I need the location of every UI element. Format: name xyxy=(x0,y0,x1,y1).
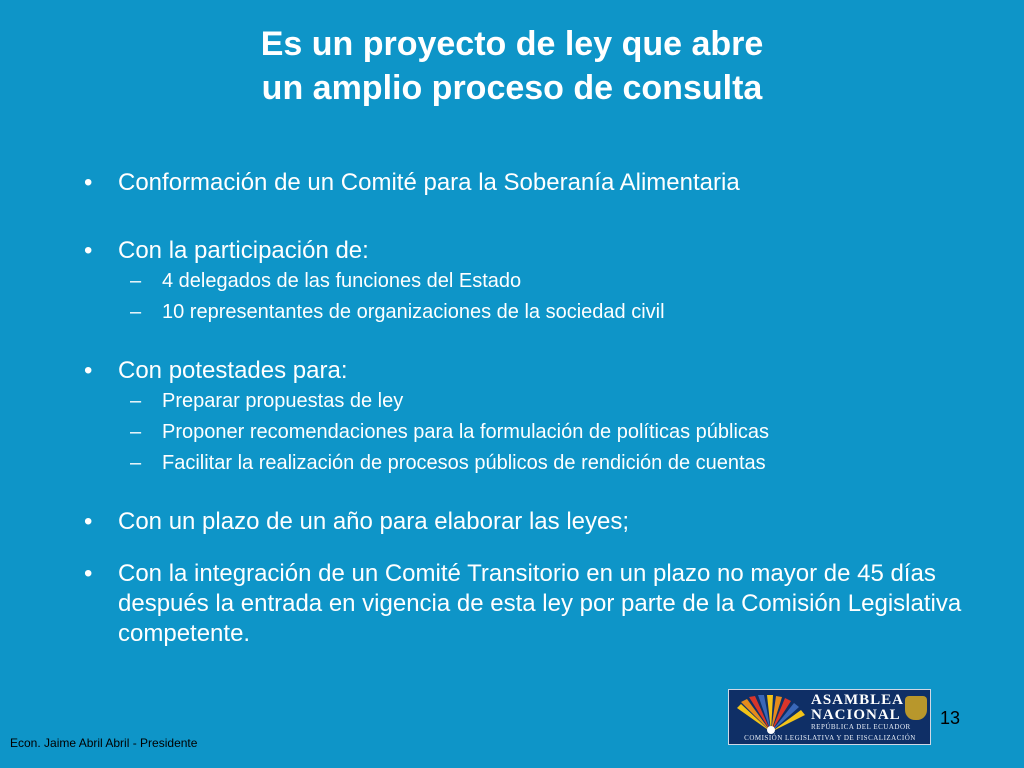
logo-name xyxy=(811,693,904,723)
bullet-comite: • Conformación de un Comité para la Soberanía Alimentaria xyxy=(80,168,980,198)
asamblea-nacional-logo xyxy=(728,689,931,745)
sub-delegados: – 4 delegados de las funciones del Estado xyxy=(80,266,980,297)
slide-title xyxy=(0,22,1024,110)
bullet-plazo: • Con un plazo de un año para elaborar las leyes; xyxy=(80,507,980,537)
logo-name-line-1: ASAMBLEA xyxy=(811,692,905,708)
title-line-2: un amplio proceso de consulta xyxy=(261,69,763,107)
bullet-participacion: • Con la participación de: xyxy=(80,236,980,266)
sub-representantes: – 10 representantes de organizaciones de la sociedad civil xyxy=(80,297,980,328)
coat-of-arms-icon xyxy=(905,696,927,720)
condor-wing-icon xyxy=(731,694,811,736)
sub-propuestas: – Preparar propuestas de ley xyxy=(80,386,980,417)
bullet-list xyxy=(80,168,980,649)
page-number: 13 xyxy=(940,708,961,728)
bullet-comite-transitorio: • Con la integración de un Comité Transitorio en un plazo no mayor de 45 días después la entrada en vigencia de esta ley por parte de la Comisión Legislativa competente. xyxy=(80,559,980,649)
logo-subtitle: REPÚBLICA DEL ECUADOR xyxy=(811,723,911,731)
title-line-1: Es un proyecto de ley que abre xyxy=(260,25,764,63)
sub-recomendaciones: – Proponer recomendaciones para la formulación de políticas públicas xyxy=(80,417,980,448)
footer-author: Econ. Jaime Abril Abril - Presidente xyxy=(10,736,198,750)
sub-rendicion: – Facilitar la realización de procesos públicos de rendición de cuentas xyxy=(80,448,980,479)
logo-commission: COMISIÓN LEGISLATIVA Y DE FISCALIZACIÓN xyxy=(744,734,916,742)
bullet-potestades: • Con potestades para: xyxy=(80,356,980,386)
logo-name-line-2: NACIONAL xyxy=(811,707,901,723)
